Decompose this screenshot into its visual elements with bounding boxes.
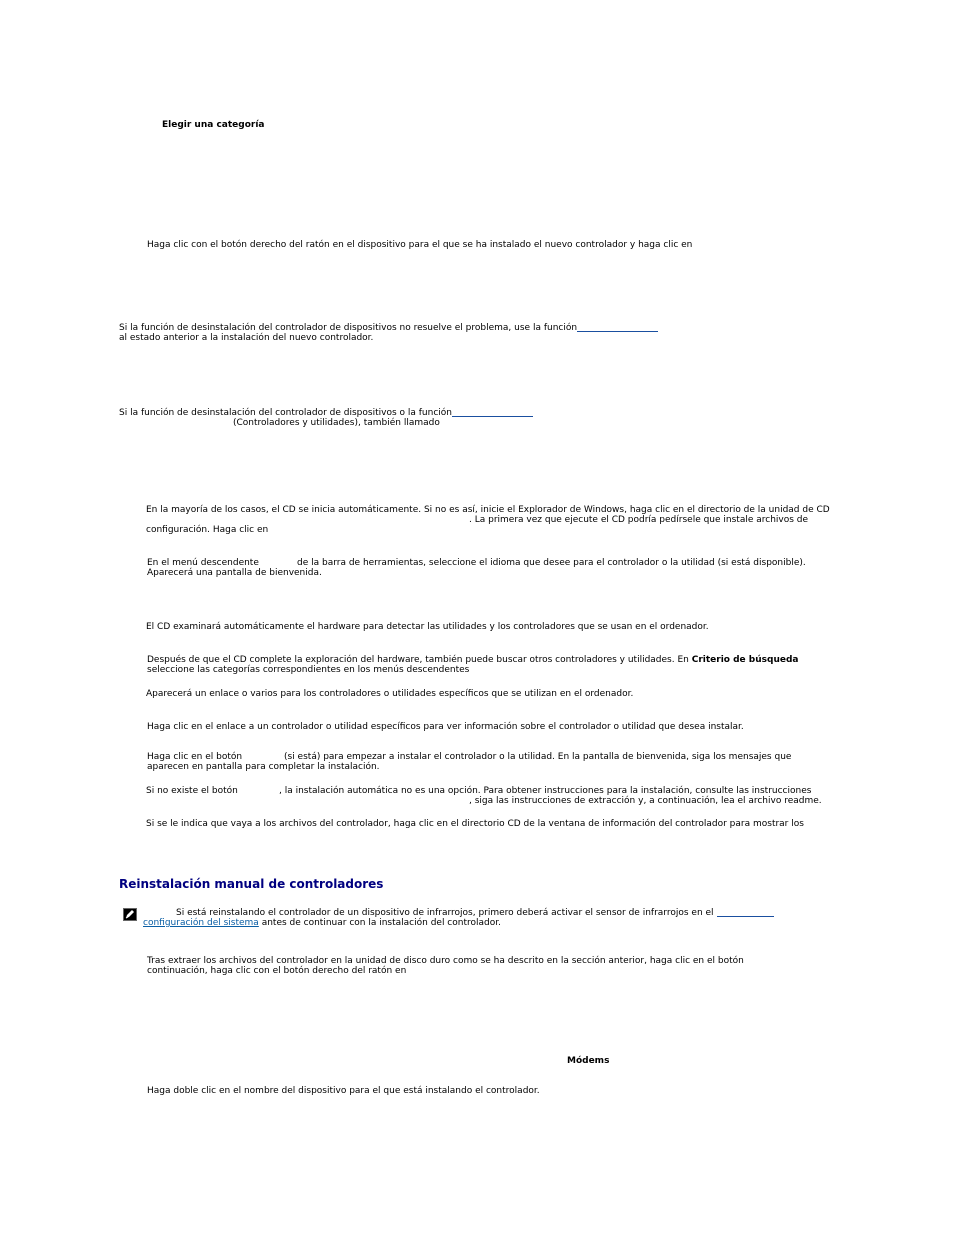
double-click-step: Haga doble clic en el nombre del dispositivo para el que está instalando el controlador. (147, 1086, 540, 1096)
note-line-2-rest: antes de continuar con la instalación del controlador. (261, 918, 501, 928)
category-label: Elegir una categoría (162, 120, 265, 130)
note-line-2 (143, 918, 501, 928)
after-extract-line-2: continuación, haga clic con el botón derecho del ratón en (147, 966, 407, 976)
system-setup-link[interactable]: configuración del sistema (143, 918, 259, 928)
language-line-2: Aparecerá una pantalla de bienvenida. (147, 568, 322, 578)
restore-line-1: Si la función de desinstalación del controlador de dispositivos o la función (119, 408, 452, 418)
note-link-blank[interactable] (717, 916, 774, 917)
language-line-1a: En el menú descendente (147, 558, 259, 568)
install-line-1a: Haga clic en el botón (147, 752, 243, 762)
search-line-1 (147, 655, 798, 665)
manual-reinstall-heading: Reinstalación manual de controladores (119, 877, 384, 891)
noinstall-line-1b: , la instalación automática no es una opción. Para obtener instrucciones para la instalación, consulte las instrucciones (279, 786, 812, 796)
links-appear: Aparecerá un enlace o varios para los controladores o utilidades específicos que se utilizan en el ordenador. (146, 689, 634, 699)
click-link: Haga clic en el enlace a un controlador o utilidad específicos para ver información sobre el controlador o utilidad que desea instalar. (147, 722, 744, 732)
note-pencil-icon (123, 908, 137, 921)
after-extract-line-1: Tras extraer los archivos del controlador en la unidad de disco duro como se ha descrito en la sección anterior, haga clic en el botón (147, 956, 744, 966)
directed-to-files: Si se le indica que vaya a los archivos del controlador, haga clic en el directorio CD de la ventana de información del controlador para mostrar los (146, 819, 804, 829)
note-line-1: Si está reinstalando el controlador de un dispositivo de infrarrojos, primero deberá activar el sensor de infrarrojos en el (176, 908, 714, 918)
search-criteria-label: Criterio de búsqueda (691, 655, 799, 665)
search-line-2: seleccione las categorías correspondientes en los menús descendentes (147, 665, 470, 675)
restore-link[interactable] (452, 416, 533, 417)
noinstall-line-1a: Si no existe el botón (146, 786, 238, 796)
cd-scan: El CD examinará automáticamente el hardware para detectar las utilidades y los controladores que se usan en el ordenador. (146, 622, 709, 632)
cd-autostart-line-3: configuración. Haga clic en (146, 525, 269, 535)
search-line-1-text: Después de que el CD complete la exploración del hardware, también puede buscar otros controladores y utilidades. En (147, 655, 689, 665)
rollback-line-1: Si la función de desinstalación del controlador de dispositivos no resuelve el problema, use la función (119, 323, 578, 333)
cd-autostart-line-2: . La primera vez que ejecute el CD podría pedírsele que instale archivos de (469, 515, 809, 525)
modems-label: Módems (567, 1056, 610, 1066)
rollback-link[interactable] (577, 331, 658, 332)
cd-autostart-line-1: En la mayoría de los casos, el CD se inicia automáticamente. Si no es así, inicie el Explorador de Windows, haga clic en el directorio de la unidad de CD (146, 505, 830, 515)
rollback-line-2: al estado anterior a la instalación del nuevo controlador. (119, 333, 374, 343)
noinstall-line-2: , siga las instrucciones de extracción y, a continuación, lea el archivo readme. (469, 796, 822, 806)
install-line-2: aparecen en pantalla para completar la instalación. (147, 762, 380, 772)
restore-line-2: (Controladores y utilidades), también llamado (233, 418, 440, 428)
step-right-click: Haga clic con el botón derecho del ratón en el dispositivo para el que se ha instalado el nuevo controlador y haga clic en (147, 240, 693, 250)
install-line-1b: (si está) para empezar a instalar el controlador o la utilidad. En la pantalla de bienvenida, siga los mensajes que (284, 752, 792, 762)
language-line-1b: de la barra de herramientas, seleccione el idioma que desee para el controlador o la utilidad (si está disponible). (297, 558, 806, 568)
